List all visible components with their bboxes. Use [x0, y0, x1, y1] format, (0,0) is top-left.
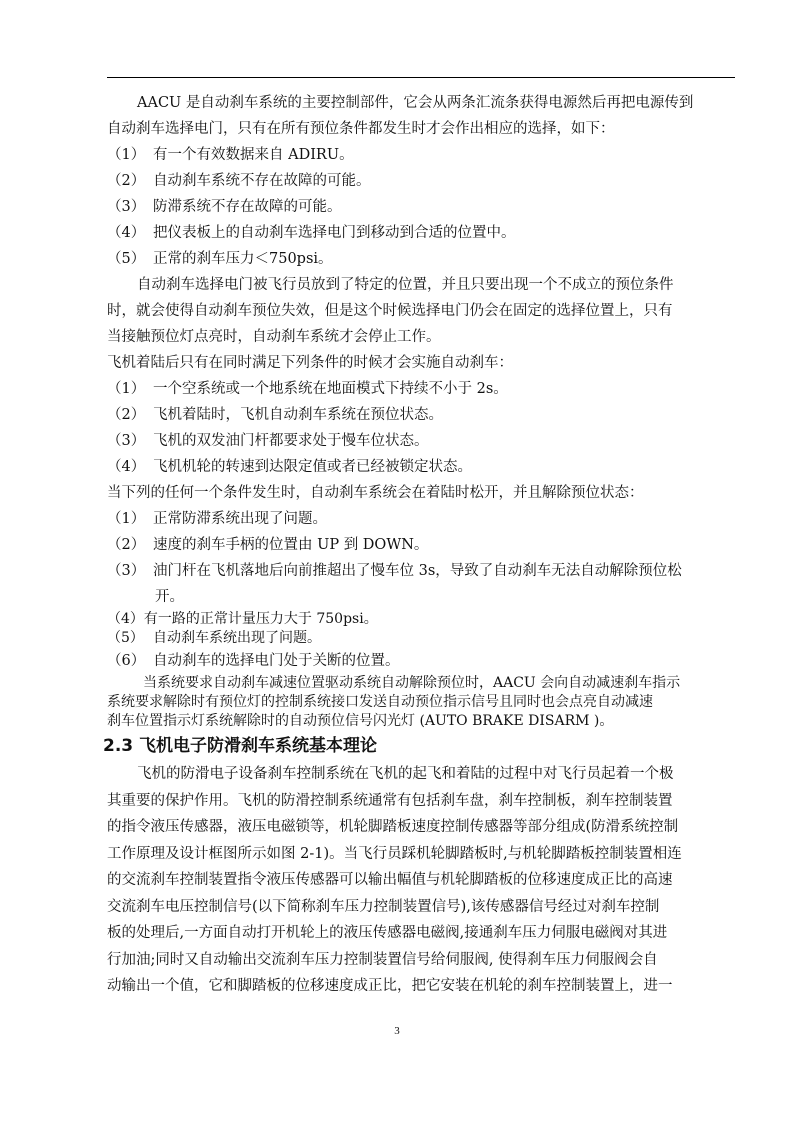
text-line: 刹车位置指示灯系统解除时的自动预位信号闪光灯 (AUTO BRAKE DISARM )。	[107, 713, 614, 729]
page-number: 3	[394, 1025, 400, 1037]
list-item: （1） 一个空系统或一个地系统在地面模式下持续不小于 2s。	[107, 381, 508, 397]
paragraph-aacu-signal	[107, 674, 737, 731]
paragraph-antiskid-theory	[107, 761, 737, 1000]
list-item: （2） 速度的刹车手柄的位置由 UP 到 DOWN。	[107, 537, 429, 553]
text-line: 工作原理及设计框图所示如图 2-1)。当飞行员踩机轮脚踏板时,与机轮脚踏板控制装置相连	[107, 845, 682, 862]
page-body	[103, 90, 737, 1000]
list-item: （3） 油门杆在飞机落地后向前推超出了慢车位 3s，导致了自动刹车无法自动解除预位松	[107, 563, 682, 579]
text-line: 板的处理后,一方面自动打开机轮上的液压传感器电磁阀,接通刹车压力伺服电磁阀对其进	[107, 925, 668, 941]
list-item: （3） 飞机的双发油门杆都要求处于慢车位状态。	[107, 433, 429, 449]
list-item: （2） 飞机着陆时，飞机自动刹车系统在预位状态。	[107, 407, 443, 423]
text-line: 时，就会使得自动刹车预位失效，但是这个时候选择电门仍会在固定的选择位置上，只有	[107, 303, 673, 319]
list-item: （1） 正常防滞系统出现了问题。	[107, 511, 327, 527]
text-line: AACU 是自动刹车系统的主要控制部件，它会从两条汇流条获得电源然后再把电源传到	[137, 95, 694, 111]
list-disarm-conditions	[107, 506, 737, 674]
list-item: （4） 把仪表板上的自动刹车选择电门到移动到合适的位置中。	[107, 225, 516, 241]
list-item: （6） 自动刹车的选择电门处于关断的位置。	[107, 653, 400, 669]
list-landing-conditions	[107, 376, 737, 480]
paragraph-aacu	[107, 90, 737, 142]
text-line: 动输出一个值，它和脚踏板的位移速度成正比，把它安装在机轮的刹车控制装置上，进一	[107, 978, 673, 994]
text-line: 系统要求解除时有预位灯的控制系统接口发送自动预位指示信号且同时也会点亮自动减速	[107, 694, 653, 710]
list-item: （5） 自动刹车系统出现了问题。	[107, 630, 321, 646]
text-line: 交流刹车电压控制信号(以下简称刹车压力控制装置信号),该传感器信号经过对刹车控制	[107, 898, 660, 915]
list-item: （1） 有一个有效数据来自 ADIRU。	[107, 147, 354, 163]
list-item: （4）有一路的正常计量压力大于 750psi。	[107, 611, 378, 627]
text-line: 自动刹车选择电门，只有在所有预位条件都发生时才会作出相应的选择，如下：	[107, 121, 615, 137]
list-item: （5） 正常的刹车压力＜750psi。	[107, 251, 333, 267]
text-line: 其重要的保护作用。飞机的防滑控制系统通常有包括刹车盘，刹车控制板，刹车控制装置	[107, 792, 673, 809]
text-line: 飞机的防滑电子设备刹车控制系统在飞机的起飞和着陆的过程中对飞行员起着一个极	[137, 766, 674, 782]
text-line: 的指令液压传感器，液压电磁锁等，机轮脚踏板速度控制传感器等部分组成(防滑系统控制	[107, 819, 679, 835]
paragraph-disarm-conditions: 当下列的任何一个条件发生时，自动刹车系统会在着陆时松开，并且解除预位状态：	[107, 485, 644, 501]
text-line: 当接触预位灯点亮时，自动刹车系统才会停止工作。	[107, 329, 441, 345]
paragraph-landing-conditions: 飞机着陆后只有在同时满足下列条件的时候才会实施自动刹车：	[107, 355, 513, 371]
list-item: （2） 自动刹车系统不存在故障的可能。	[107, 173, 371, 189]
list-preconditions	[107, 142, 737, 272]
list-item: （4） 飞机机轮的转速到达限定值或者已经被锁定状态。	[107, 459, 472, 475]
text-line: 的交流刹车控制装置指令液压传感器可以输出幅值与机轮脚踏板的位移速度成正比的高速	[107, 872, 673, 888]
section-heading: 2.3 飞机电子防滑刹车系统基本理论	[103, 736, 378, 756]
list-item-continuation: 开。	[155, 589, 184, 605]
header-rule	[107, 77, 735, 78]
text-line: 自动刹车选择电门被飞行员放到了特定的位置，并且只要出现一个不成立的预位条件	[137, 277, 674, 293]
list-item: （3） 防滞系统不存在故障的可能。	[107, 199, 342, 215]
text-line: 行加油;同时又自动输出交流刹车压力控制装置信号给伺服阀, 使得刹车压力伺服阀会自	[107, 951, 658, 968]
paragraph-selector-switch	[107, 272, 737, 350]
text-line: 当系统要求自动刹车减速位置驱动系统自动解除预位时，AACU 会向自动减速刹车指示	[143, 675, 681, 691]
